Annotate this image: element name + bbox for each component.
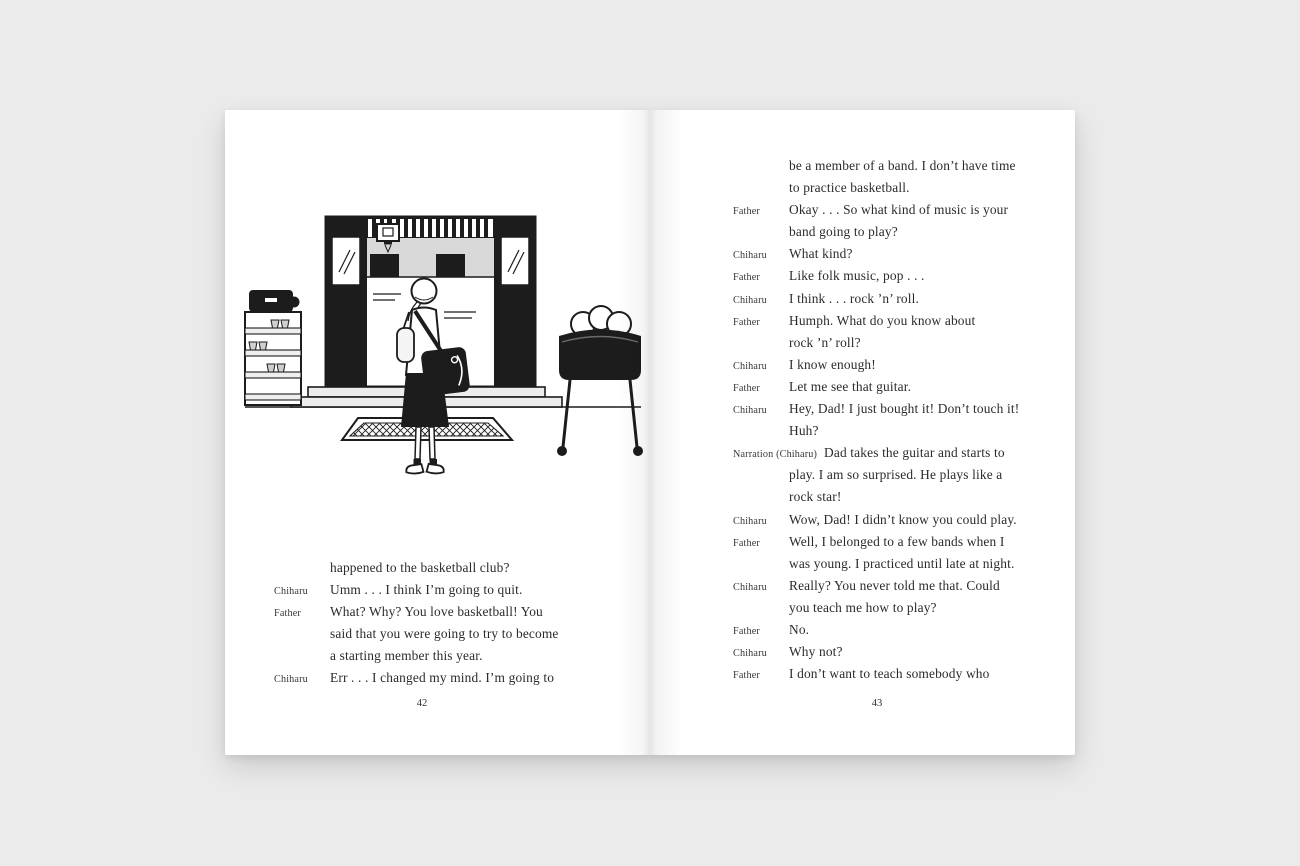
dialogue-line [733,597,1019,619]
dialogue-text: Dad takes the guitar and starts to [824,445,1005,461]
dialogue-line [274,645,559,667]
dialogue-line [733,221,1019,243]
dialogue-line [733,575,1019,597]
dialogue-text: to practice basketball. [789,180,910,196]
dialogue-text: Humph. What do you know about [789,312,976,328]
dialogue-text: I know enough! [789,356,876,372]
dialogue-line [274,557,559,579]
dialogue-line [733,265,1019,287]
left-page [225,110,650,755]
dialogue-text: Umm . . . I think I’m going to quit. [330,582,523,598]
dialogue-line [733,332,1019,354]
speaker-label: Chiharu [733,294,767,306]
page-number-right: 43 [871,698,883,709]
dialogue-line [733,398,1019,420]
dialogue-line [274,601,559,623]
dialogue-line [733,310,1019,332]
dialogue-line [733,663,1019,685]
speaker-label: Father [733,625,760,637]
dialogue-text: rock star! [789,489,842,505]
dialogue-text: band going to play? [789,224,898,240]
dialogue-line [733,442,1019,464]
ball-cart [557,306,643,456]
left-page-dialogue [274,557,559,690]
dialogue-text: happened to the basketball club? [330,560,510,575]
dialogue-line [274,579,559,601]
speaker-label: Chiharu [274,674,308,686]
dialogue-text: Okay . . . So what kind of music is your [789,202,1009,218]
dialogue-line [274,623,559,645]
dialogue-text: Well, I belonged to a few bands when I [789,533,1005,549]
speaker-label: Chiharu [733,250,767,262]
dialogue-text: was young. I practiced until late at night. [789,555,1015,571]
dialogue-text: What kind? [789,246,853,262]
speaker-label: Chiharu [733,360,767,372]
dialogue-line [733,641,1019,663]
dialogue-line [733,288,1019,310]
sneakers [406,464,445,475]
speaker-label: Father [274,608,301,620]
dialogue-line [733,509,1019,531]
shoe-rack [245,290,301,405]
speaker-label: Chiharu [733,581,767,593]
dialogue-text: What? Why? You love basketball! You [330,604,543,620]
dialogue-text: I don’t want to teach somebody who [789,666,990,682]
right-page [650,110,1075,755]
dialogue-line [733,464,1019,486]
dialogue-text: a starting member this year. [330,648,483,664]
speaker-label: Chiharu [733,515,767,527]
page-number-left: 42 [416,698,428,709]
right-page-dialogue [733,155,1019,685]
dialogue-line [733,155,1019,177]
speaker-label: Narration (Chiharu) [733,449,818,461]
dialogue-line [733,354,1019,376]
dialogue-text: Wow, Dad! I didn’t know you could play. [789,511,1017,527]
speaker-label: Father [733,316,760,328]
dialogue-text: Err . . . I changed my mind. I’m going to [330,670,555,686]
dialogue-text: said that you were going to try to become [330,626,559,642]
dialogue-text: Huh? [789,423,819,439]
speaker-label: Father [733,382,760,394]
dialogue-text: No. [789,621,810,637]
dialogue-text: Let me see that guitar. [789,378,912,394]
shoulder-bag [420,346,470,396]
dialogue-text: Why not? [789,644,843,660]
dialogue-line [733,177,1019,199]
speaker-label: Father [733,670,760,682]
dialogue-line [733,376,1019,398]
dialogue-line [733,243,1019,265]
speaker-label: Father [733,537,760,549]
dialogue-line [274,667,559,689]
dialogue-line [733,553,1019,575]
dialogue-text: rock ’n’ roll? [789,334,861,350]
dialogue-text: be a member of a band. I don’t have time [789,158,1016,173]
speaker-label: Father [733,206,760,218]
dialogue-line [733,619,1019,641]
dialogue-line [733,486,1019,508]
speaker-label: Chiharu [274,586,308,598]
speaker-label: Father [733,272,760,284]
dialogue-text: Really? You never told me that. Could [789,577,1000,593]
dialogue-text: I think . . . rock ’n’ roll. [789,290,920,306]
dialogue-line [733,420,1019,442]
dialogue-text: Like folk music, pop . . . [789,268,925,284]
dialogue-text: Hey, Dad! I just bought it! Don’t touch it! [789,401,1020,417]
gym-entrance-illustration [243,210,643,480]
dialogue-line [733,199,1019,221]
dialogue-text: you teach me how to play? [789,599,937,615]
boombox [249,290,300,312]
book-spread [225,110,1075,755]
speaker-label: Chiharu [733,648,767,660]
dialogue-text: play. I am so surprised. He plays like a [789,467,1003,483]
dialogue-line [733,531,1019,553]
speaker-label: Chiharu [733,405,767,417]
